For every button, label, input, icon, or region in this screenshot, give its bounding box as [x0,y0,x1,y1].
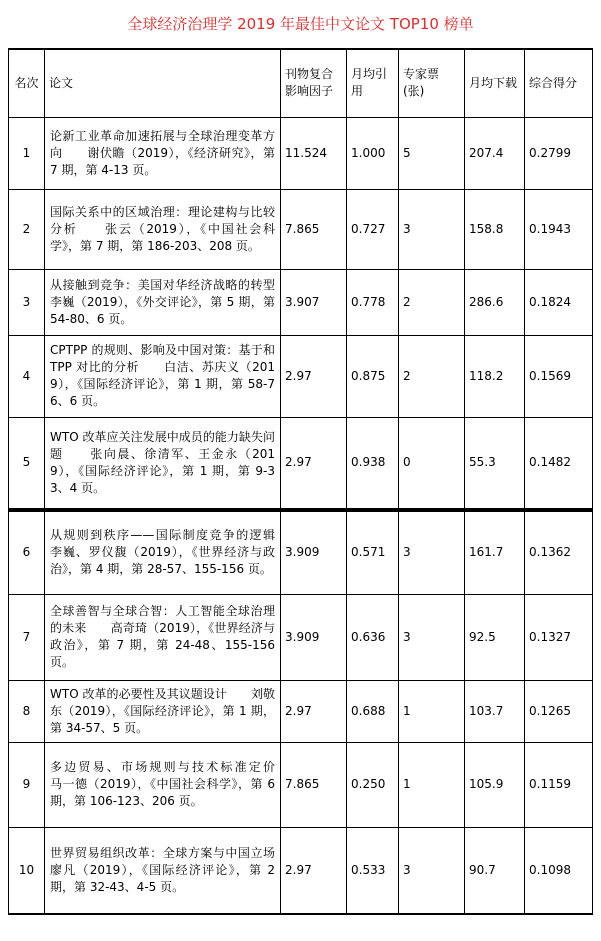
impact-cell: 3.909 [281,510,347,594]
rank-cell: 9 [9,742,45,827]
citations-cell: 0.778 [347,269,399,335]
paper-cell: 从接触到竞争：美国对华经济战略的转型 李巍（2019），《外交评论》，第 5 期，第 54-80、6 页。 [45,269,281,335]
downloads-cell: 118.2 [465,335,525,417]
score-cell: 0.1943 [525,189,593,269]
citations-cell: 0.938 [347,417,399,510]
paper-cell: 多边贸易、市场规则与技术标准定价 马一德（2019），《中国社会科学》，第 6 期，第 106-123、206 页。 [45,742,281,827]
paper-cell: CPTPP 的规则、影响及中国对策：基于和 TPP 对比的分析 白洁、苏庆义（2019），《国际经济评论》，第 1 期，第 58-76、6 页。 [45,335,281,417]
table-row [9,742,593,827]
downloads-cell: 92.5 [465,594,525,680]
impact-cell: 3.907 [281,269,347,335]
score-cell: 0.1327 [525,594,593,680]
downloads-cell: 158.8 [465,189,525,269]
paper-cell: 论新工业革命加速拓展与全球治理变革方向 谢伏瞻（2019），《经济研究》，第 7 期，第 4-13 页。 [45,117,281,189]
impact-cell: 3.909 [281,594,347,680]
score-cell: 0.1362 [525,510,593,594]
header-paper: 论文 [45,49,281,117]
table-row [9,269,593,335]
table-row [9,680,593,742]
paper-cell: 国际关系中的区域治理：理论建构与比较分析 张云（2019），《中国社会科学》，第 7 期，第 186-203、208 页。 [45,189,281,269]
score-cell: 0.1098 [525,827,593,914]
paper-cell: WTO 改革的必要性及其议题设计 刘敬东（2019），《国际经济评论》，第 1 期，第 34-57、5 页。 [45,680,281,742]
rank-cell: 8 [9,680,45,742]
rank-cell: 1 [9,117,45,189]
header-impact-factor: 刊物复合影响因子 [281,49,347,117]
rank-cell: 2 [9,189,45,269]
rank-cell: 10 [9,827,45,914]
impact-cell: 2.97 [281,680,347,742]
header-monthly-citations: 月均引用 [347,49,399,117]
citations-cell: 0.727 [347,189,399,269]
score-cell: 0.1159 [525,742,593,827]
score-cell: 0.2799 [525,117,593,189]
citations-cell: 1.000 [347,117,399,189]
expert-cell: 3 [399,594,465,680]
expert-cell: 3 [399,189,465,269]
header-composite-score: 综合得分 [525,49,593,117]
expert-cell: 1 [399,680,465,742]
rank-cell: 4 [9,335,45,417]
ranking-table [8,48,593,915]
paper-cell: 从规则到秩序——国际制度竞争的逻辑 李巍、罗仪馥（2019），《世界经济与政治》，第 4 期，第 28-57、155-156 页。 [45,510,281,594]
citations-cell: 0.688 [347,680,399,742]
citations-cell: 0.875 [347,335,399,417]
page-title: 全球经济治理学 2019 年最佳中文论文 TOP10 榜单 [127,15,474,33]
table-row [9,594,593,680]
citations-cell: 0.636 [347,594,399,680]
paper-cell: 全球善智与全球合智：人工智能全球治理的未来 高奇琦（2019），《世界经济与政治》，第 7 期，第 24-48、155-156 页。 [45,594,281,680]
citations-cell: 0.571 [347,510,399,594]
impact-cell: 7.865 [281,189,347,269]
score-cell: 0.1824 [525,269,593,335]
header-rank: 名次 [9,49,45,117]
expert-cell: 3 [399,827,465,914]
downloads-cell: 207.4 [465,117,525,189]
header-expert-votes: 专家票(张) [399,49,465,117]
score-cell: 0.1482 [525,417,593,510]
citations-cell: 0.250 [347,742,399,827]
citations-cell: 0.533 [347,827,399,914]
downloads-cell: 286.6 [465,269,525,335]
expert-cell: 1 [399,742,465,827]
downloads-cell: 161.7 [465,510,525,594]
downloads-cell: 55.3 [465,417,525,510]
rank-cell: 3 [9,269,45,335]
rank-cell: 5 [9,417,45,510]
impact-cell: 7.865 [281,742,347,827]
expert-cell: 2 [399,269,465,335]
expert-cell: 2 [399,335,465,417]
table-row [9,827,593,914]
table-row [9,510,593,594]
downloads-cell: 90.7 [465,827,525,914]
rank-cell: 6 [9,510,45,594]
impact-cell: 2.97 [281,417,347,510]
table-row [9,117,593,189]
expert-cell: 0 [399,417,465,510]
impact-cell: 2.97 [281,827,347,914]
paper-cell: WTO 改革应关注发展中成员的能力缺失问题 张向晨、徐清军、王金永（2019），《国际经济评论》，第 1 期，第 9-33、4 页。 [45,417,281,510]
expert-cell: 5 [399,117,465,189]
score-cell: 0.1265 [525,680,593,742]
table-row [9,417,593,510]
downloads-cell: 105.9 [465,742,525,827]
paper-cell: 世界贸易组织改革：全球方案与中国立场 廖凡（2019），《国际经济评论》，第 2 期，第 32-43、4-5 页。 [45,827,281,914]
table-row [9,335,593,417]
expert-cell: 3 [399,510,465,594]
impact-cell: 11.524 [281,117,347,189]
table-row [9,189,593,269]
rank-cell: 7 [9,594,45,680]
header-monthly-downloads: 月均下载 [465,49,525,117]
impact-cell: 2.97 [281,335,347,417]
score-cell: 0.1569 [525,335,593,417]
downloads-cell: 103.7 [465,680,525,742]
table-header-row [9,49,593,117]
